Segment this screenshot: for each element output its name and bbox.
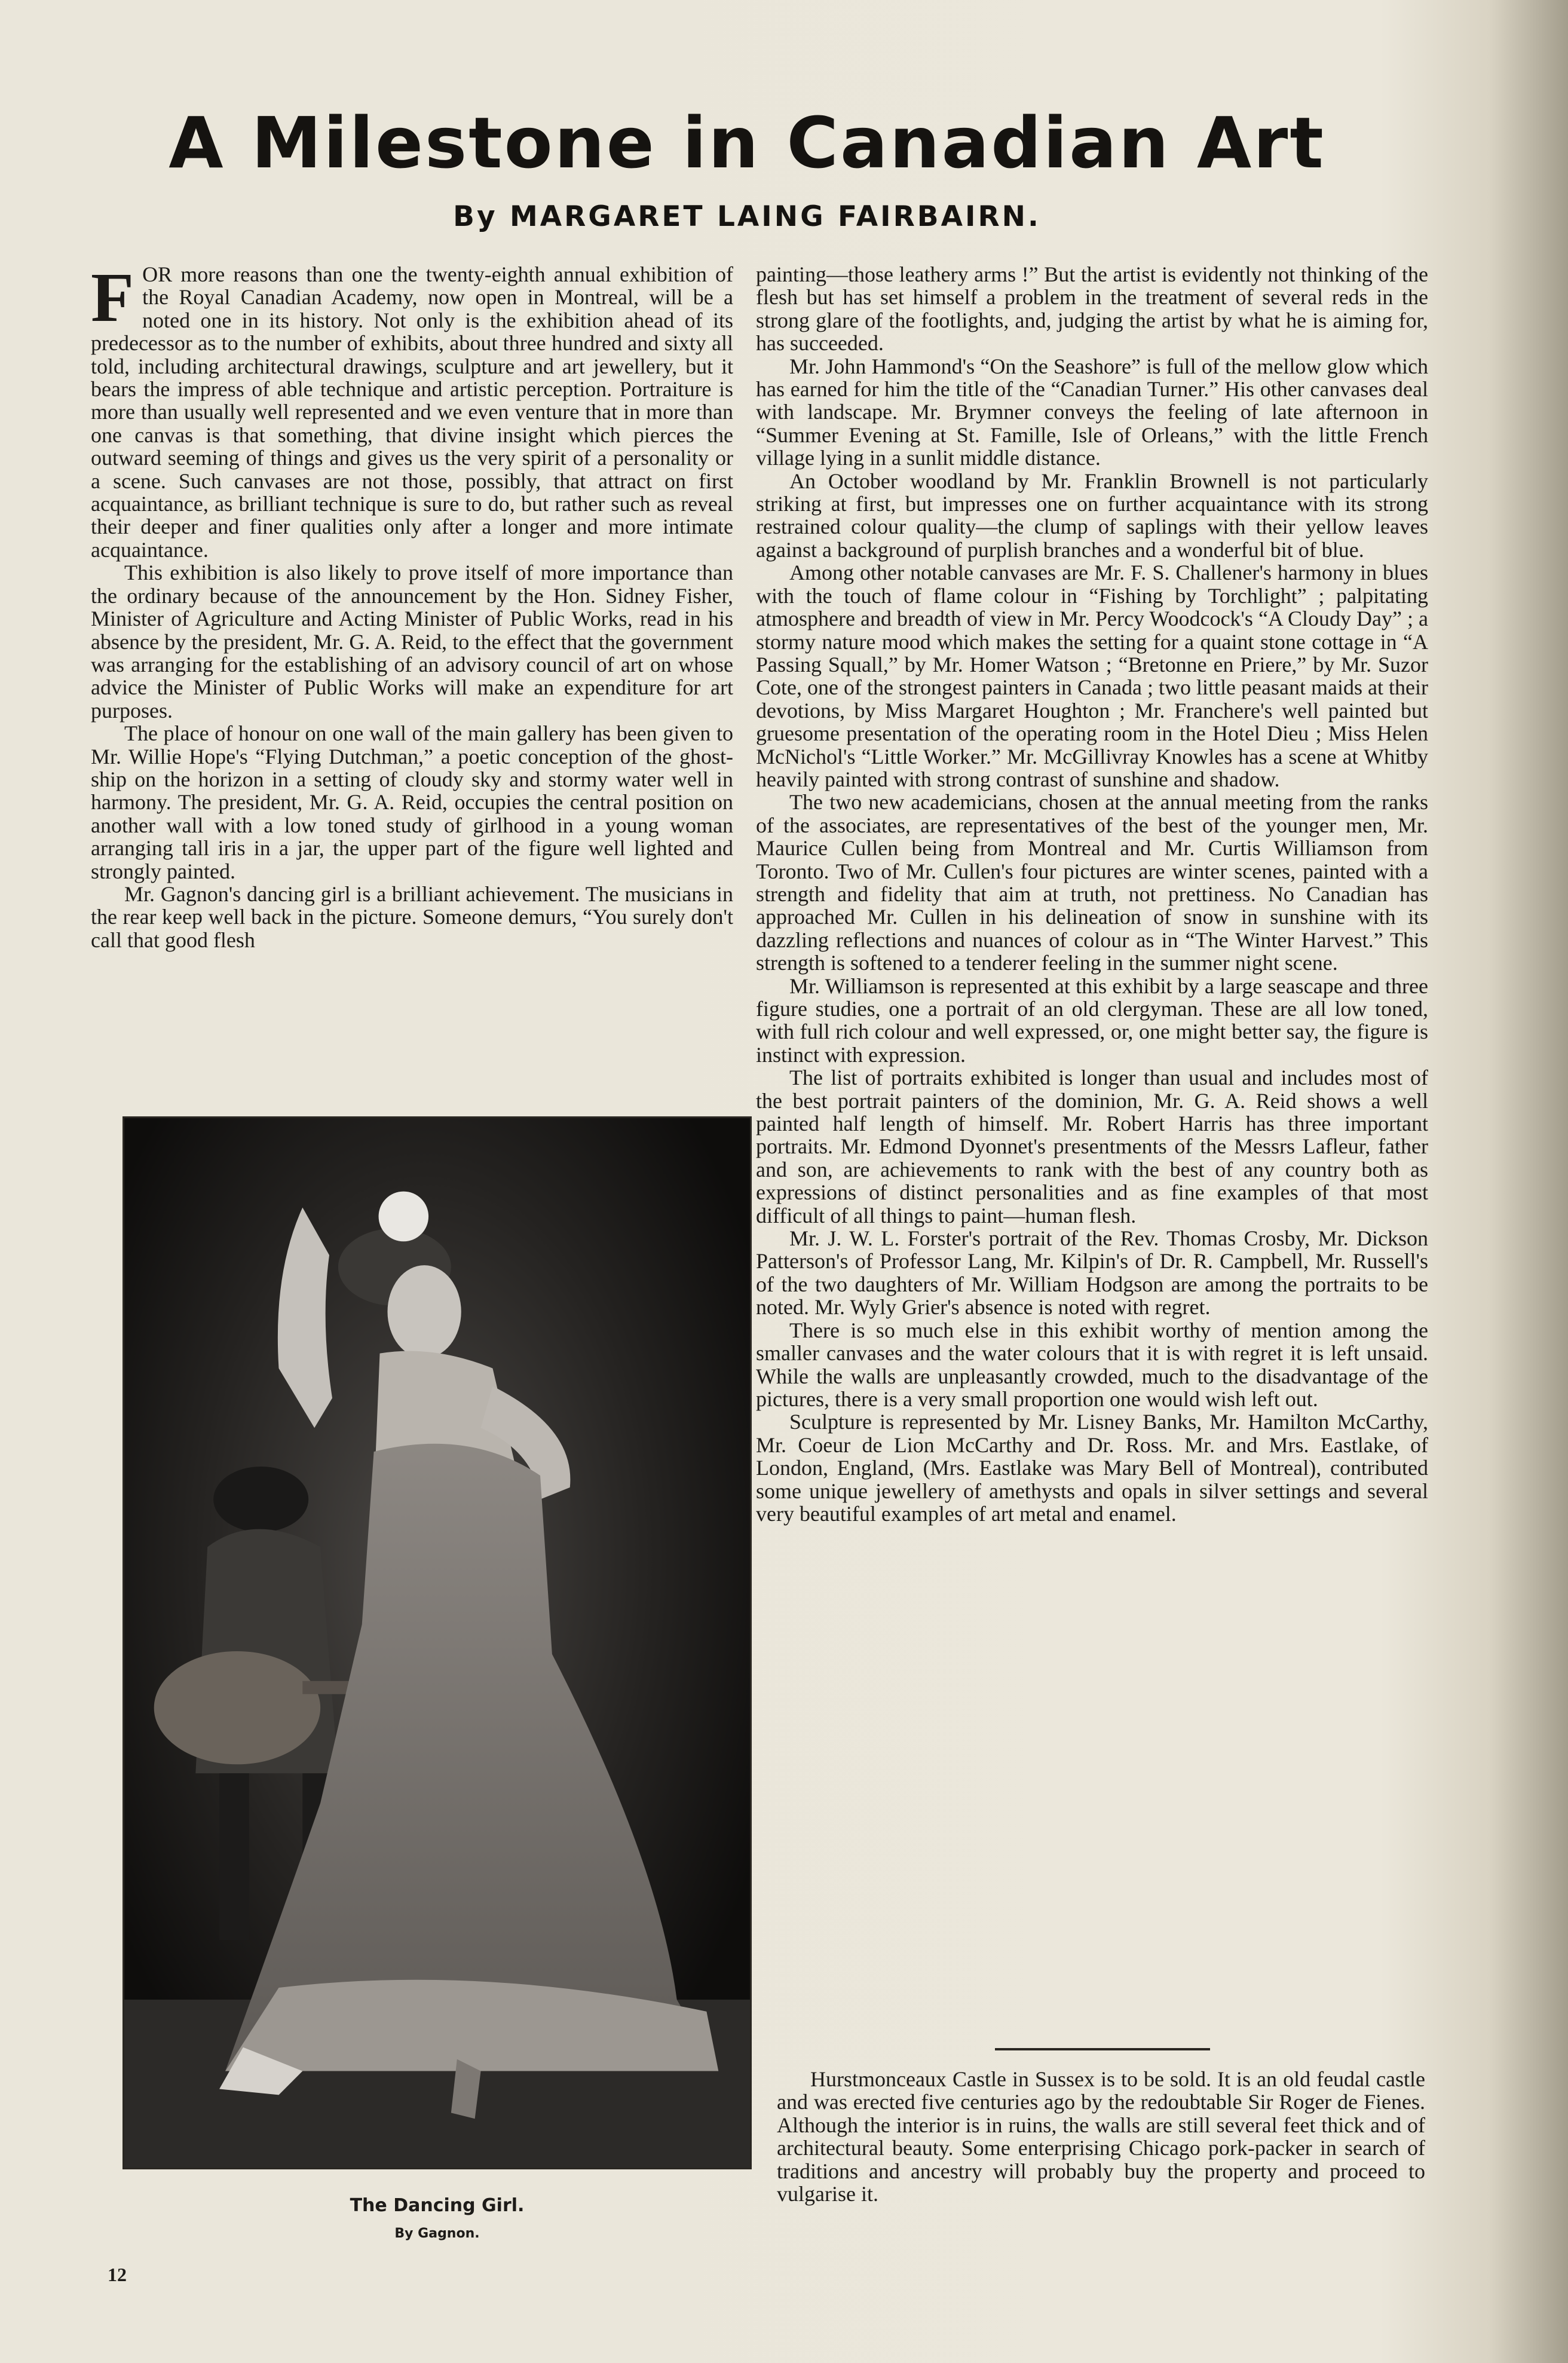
paragraph: Mr. J. W. L. Forster's portrait of the Rev. Thomas Crosby, Mr. Dickson Patterson's of Professor Lang, Mr. Kilpin's of Dr. R. Campbell, Mr. Russell's of the two daughters of Mr. William Hodgson are among the portraits to be noted. Mr. Wyly Grier's absence is noted with regret.: [756, 1226, 1428, 1320]
article-byline: By MARGARET LAING FAIRBAIRN.: [453, 200, 1041, 233]
paragraph: The two new academicians, chosen at the annual meeting from the ranks of the associates, are representatives of the best of the younger men, Mr. Maurice Cullen being from Montreal and Mr. Curtis Williamson from Toronto. Two of Mr. Cullen's four pictures are winter scenes, painted with a strength and fidelity that aim at truth, not prettiness. No Canadian has approached Mr. Cullen in his delineation of snow in sunshine with its dazzling reflections and nuances of colour as in “The Winter Harvest.” This strength is softened to a tenderer feeling in the summer night scene.: [756, 790, 1428, 975]
photograph-image: [124, 1118, 750, 2168]
paragraph: There is so much else in this exhibit worthy of mention among the smaller canvases and the water colours that it is with regret it is left unsaid. While the walls are unpleasantly crowded, much to the disadvantage of the pictures, there is a very small proportion one would wish left out.: [756, 1318, 1428, 1411]
left-column: [91, 263, 733, 1106]
photo-caption: The Dancing Girl.: [350, 2195, 525, 2216]
paragraph: Hurstmonceaux Castle in Sussex is to be sold. It is an old feudal castle and was erected five centuries ago by the redoubtable Sir Roger de Fienes. Although the interior is in ruins, the walls are still several feet thick and of architectural beauty. Some enterprising Chicago pork-packer in search of traditions and ancestry will probably buy the property and proceed to vulgarise it.: [777, 2067, 1425, 2206]
paragraph: painting—those leathery arms !” But the artist is evidently not thinking of the flesh but has set himself a problem in the treatment of several reds in the strong glare of the footlights, and, judging the artist by what he is aiming for, has succeeded.: [756, 263, 1428, 356]
news-note: [777, 2068, 1425, 2247]
paragraph: The list of portraits exhibited is longer than usual and includes most of the best portrait painters of the dominion, Mr. G. A. Reid shows a well painted half length of himself. Mr. Robert Harris has three important portraits. Mr. Edmond Dyonnet's presentments of the Messrs Lafleur, father and son, are achievements to rank with the best of any country both as expressions of distinct personalities and as fine examples of that most difficult of all things to paint—human flesh.: [756, 1066, 1428, 1228]
drop-cap: F: [91, 263, 134, 336]
article-title: A Milestone in Canadian Art: [169, 102, 1325, 184]
paragraph: Mr. John Hammond's “On the Seashore” is full of the mellow glow which has earned for him the title of the “Canadian Turner.” His other canvases deal with landscape. Mr. Brymner conveys the feeling of late afternoon in “Summer Evening at St. Famille, Isle of Orleans,” with the little French village lying in a sunlit middle distance.: [756, 354, 1428, 470]
photo-credit: By Gagnon.: [394, 2226, 480, 2241]
paragraph: This exhibition is also likely to prove itself of more importance than the ordinary because of the announcement by the Hon. Sidney Fisher, Minister of Agriculture and Acting Minister of Public Works, read in his absence by the president, Mr. G. A. Reid, to the effect that the government was arranging for the establishing of an advisory council of art on whose advice the Minister of Public Works will make an expenditure for art purposes.: [91, 561, 733, 723]
paragraph: Mr. Gagnon's dancing girl is a brilliant achievement. The musicians in the rear keep well back in the picture. Someone demurs, “You surely don't call that good flesh: [91, 881, 733, 952]
paragraph: Sculpture is represented by Mr. Lisney Banks, Mr. Hamilton McCarthy, Mr. Coeur de Lion McCarthy and Dr. Ross. Mr. and Mrs. Eastlake, of London, England, (Mrs. Eastlake was Mary Bell of Montreal), contributed some unique jewellery of amethysts and opals in silver settings and several very beautiful examples of art metal and enamel.: [756, 1410, 1428, 1526]
paragraph: Among other notable canvases are Mr. F. S. Challener's harmony in blues with the touch of flame colour in “Fishing by Torchlight” ; palpitating atmosphere and breadth of view in Mr. Percy Woodcock's “A Cloudy Day” ; a stormy nature mood which makes the setting for a quaint stone cottage in “A Passing Squall,” by Mr. Homer Watson ; “Bretonne en Priere,” by Mr. Suzor Cote, one of the strongest painters in Canada ; two little peasant maids at their devotions, by Miss Margaret Houghton ; Mr. Franchere's well painted but gruesome presentation of the operating room in the Hotel Dieu ; Miss Helen McNichol's “Little Worker.” Mr. McGillivray Knowles has a scene at Whitby heavily painted with strong contrast of sunshine and shadow.: [756, 561, 1428, 791]
right-column: [756, 263, 1428, 2038]
paragraph: The place of honour on one wall of the main gallery has been given to Mr. Willie Hope's “Flying Dutchman,” a poetic conception of the ghost-ship on the horizon in a setting of cloudy sky and stormy water well in harmony. The president, Mr. G. A. Reid, occupies the central position on another wall with a low toned study of girlhood in a young woman arranging tall iris in a jar, the upper part of the figure well lighted and strongly painted.: [91, 721, 733, 883]
paragraph: FOR more reasons than one the twenty-eighth annual exhibition of the Royal Canadian Academy, now open in Montreal, will be a noted one in its history. Not only is the exhibition ahead of its predecessor as to the number of exhibits, about three hundred and sixty all told, including architectural drawings, sculpture and art jewellery, but it bears the impress of able technique and artistic perception. Portraiture is more than usually well represented and we even venture that in more than one canvas is that something, that divine insight which pierces the outward seeming of things and gives us the very spirit of a personality or a scene. Such canvases are not those, possibly, that attract on first acquaintance, as brilliant technique is sure to do, but rather such as reveal their deeper and finer qualities only after a longer and more intimate acquaintance.: [91, 263, 733, 562]
section-divider: [995, 2048, 1210, 2050]
page-number: 12: [108, 2264, 127, 2285]
paragraph: An October woodland by Mr. Franklin Brownell is not particularly striking at first, but impresses one on further acquaintance with its strong restrained colour quality—the clump of saplings with their yellow leaves against a background of purplish branches and a wonderful bit of blue.: [756, 469, 1428, 562]
paragraph: Mr. Williamson is represented at this exhibit by a large seascape and three figure studies, one a portrait of an old clergyman. These are all low toned, with full rich colour and well expressed, or, one might better say, the figure is instinct with expression.: [756, 974, 1428, 1067]
dancing-girl-photograph: [122, 1116, 752, 2169]
